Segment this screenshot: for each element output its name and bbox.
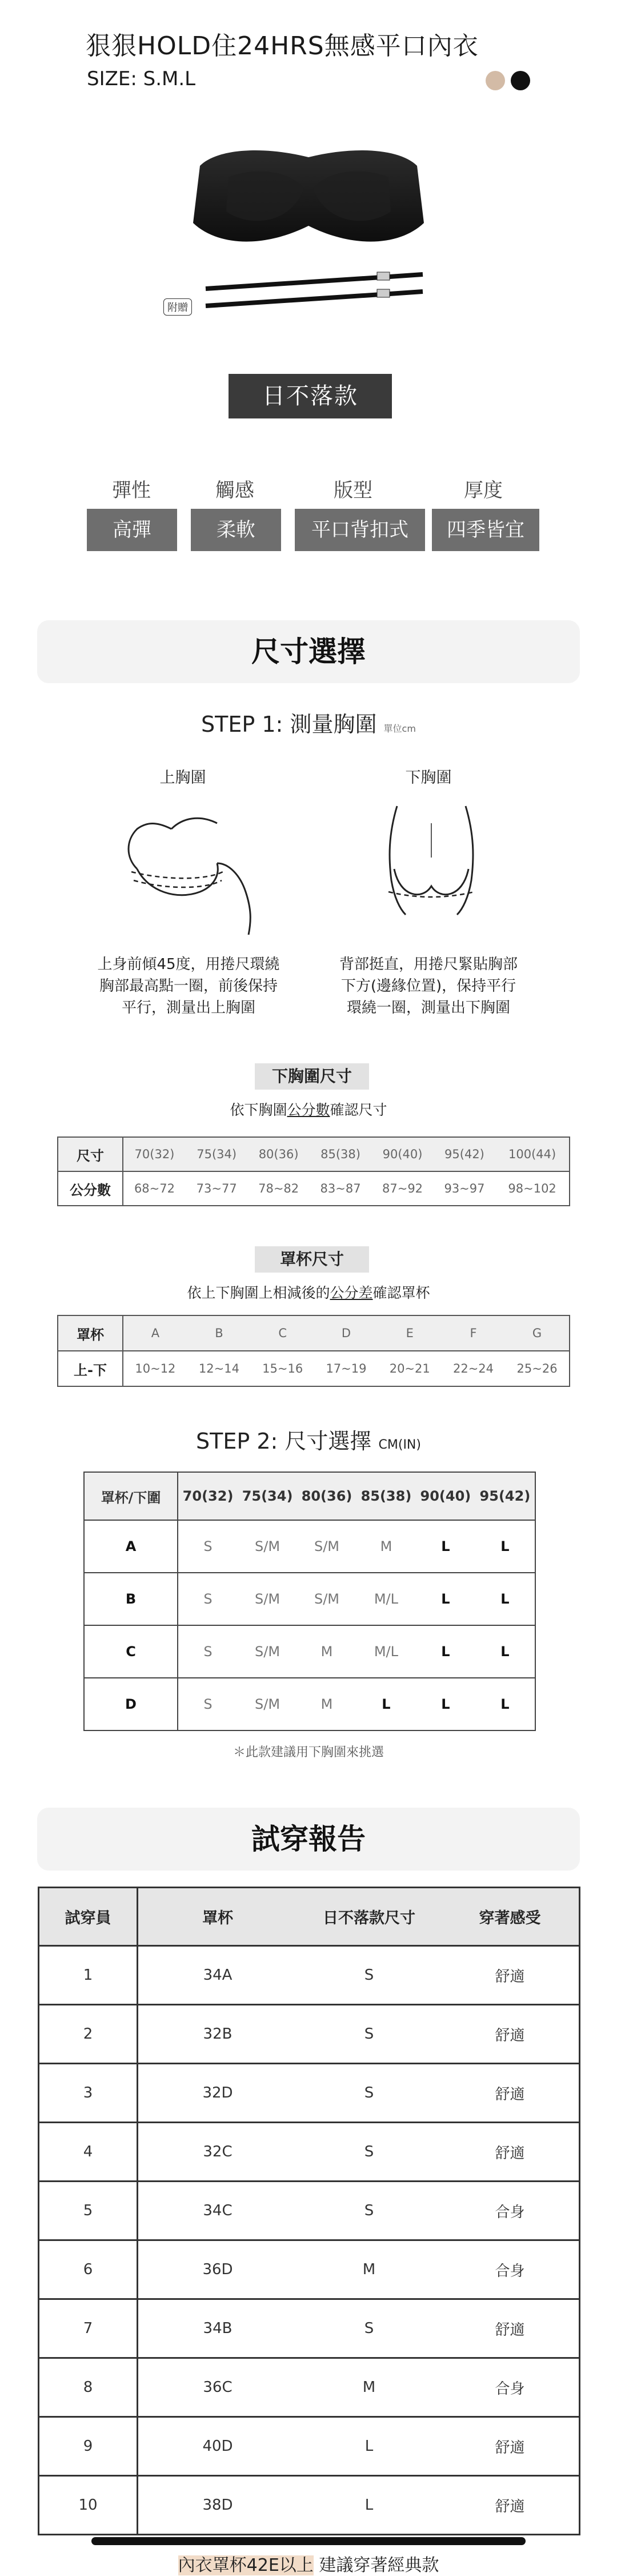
table-row: 公分數 68~72 73~77 78~82 83~87 87~92 93~97 98~102 <box>58 1171 570 1206</box>
step2-title: STEP 2: 尺寸選擇 <box>196 1429 372 1454</box>
style-badge: 日不落款 <box>229 374 392 418</box>
step1-unit: 單位cm <box>383 723 416 734</box>
color-swatch-beige[interactable] <box>486 71 505 90</box>
size-choose-table <box>83 1472 536 1731</box>
table-row: 1 34A S 舒適 <box>39 1946 580 2005</box>
table-row: 5 34C S 合身 <box>39 2182 580 2240</box>
under-bust-table <box>57 1137 570 1206</box>
product-image <box>171 126 446 332</box>
bottom-note: 內衣罩杯42E以上 建議穿著經典款 <box>178 2555 439 2575</box>
color-swatch-black[interactable] <box>511 71 530 90</box>
step1-heading <box>0 707 617 738</box>
attr-label-fit: 版型 <box>334 479 372 502</box>
product-title: 狠狠HOLD住24HRS無感平口內衣 <box>86 31 479 61</box>
lower-bust-label: 下胸圍 <box>405 769 452 787</box>
table-row: C S S/M M M/L L L <box>84 1625 535 1678</box>
size-range: SIZE: S.M.L <box>87 67 196 90</box>
table-row: 罩杯/下圍 70(32) 75(34) 80(36) 85(38) 90(40) 95(42) <box>84 1472 535 1520</box>
attr-label-thickness: 厚度 <box>464 479 503 502</box>
lower-bust-illustration <box>366 800 497 938</box>
accessory-tag: 附贈 <box>163 298 192 316</box>
table-row: 8 36C M 合身 <box>39 2358 580 2417</box>
upper-bust-desc: 上身前傾45度，用捲尺環繞 胸部最高點一圈，前後保持 平行，測量出上胸圍 <box>97 956 280 1016</box>
table-row: 4 32C S 舒適 <box>39 2123 580 2182</box>
table-row: 7 34B S 舒適 <box>39 2299 580 2358</box>
table-row: A S S/M S/M M L L <box>84 1520 535 1573</box>
attr-value-fit: 平口背扣式 <box>295 509 425 551</box>
table-row: 3 32D S 舒適 <box>39 2064 580 2123</box>
cup-size-note: 依上下胸圍上相減後的公分差確認罩杯 <box>187 1285 430 1301</box>
table-row: 尺寸 70(32) 75(34) 80(36) 85(38) 90(40) 95(42) 100(44) <box>58 1137 570 1171</box>
size-footnote: ＊此款建議用下胸圍來挑選 <box>233 1745 384 1760</box>
table-row: 6 36D M 合身 <box>39 2240 580 2299</box>
table-row: 2 32B S 舒適 <box>39 2005 580 2064</box>
attr-label-elasticity: 彈性 <box>112 479 151 502</box>
table-row: 上-下 10~12 12~14 15~16 17~19 20~21 22~24 25~26 <box>58 1351 570 1386</box>
bottom-divider <box>91 2537 526 2545</box>
table-row: B S S/M S/M M/L L L <box>84 1573 535 1625</box>
step2-unit: CM(IN) <box>378 1438 421 1452</box>
step2-heading <box>0 1423 617 1455</box>
attr-label-touch: 觸感 <box>215 479 254 502</box>
cup-size-table <box>57 1315 570 1387</box>
attr-value-elasticity: 高彈 <box>87 509 177 551</box>
step1-title: STEP 1: 測量胸圍 <box>201 712 377 737</box>
trial-table <box>38 1887 580 2535</box>
upper-bust-illustration <box>114 800 269 938</box>
table-row: 試穿員 罩杯 日不落款尺寸 穿著感受 <box>39 1888 580 1946</box>
table-row: 9 40D L 舒適 <box>39 2417 580 2476</box>
attr-value-touch: 柔軟 <box>191 509 281 551</box>
cup-size-title: 罩杯尺寸 <box>255 1246 369 1273</box>
table-row: D S S/M M L L L <box>84 1678 535 1730</box>
attr-value-thickness: 四季皆宜 <box>432 509 539 551</box>
table-row: 10 38D L 舒適 <box>39 2476 580 2535</box>
trial-section-title: 試穿報告 <box>37 1808 580 1871</box>
table-row: 罩杯 A B C D E F G <box>58 1315 570 1351</box>
lower-bust-desc: 背部挺直，用捲尺緊貼胸部 下方(邊緣位置)，保持平行 環繞一圈，測量出下胸圍 <box>339 956 518 1016</box>
under-bust-note: 依下胸圍公分數確認尺寸 <box>230 1102 387 1118</box>
upper-bust-label: 上胸圍 <box>159 769 206 787</box>
size-section-title: 尺寸選擇 <box>37 620 580 683</box>
under-bust-title: 下胸圍尺寸 <box>255 1063 369 1090</box>
